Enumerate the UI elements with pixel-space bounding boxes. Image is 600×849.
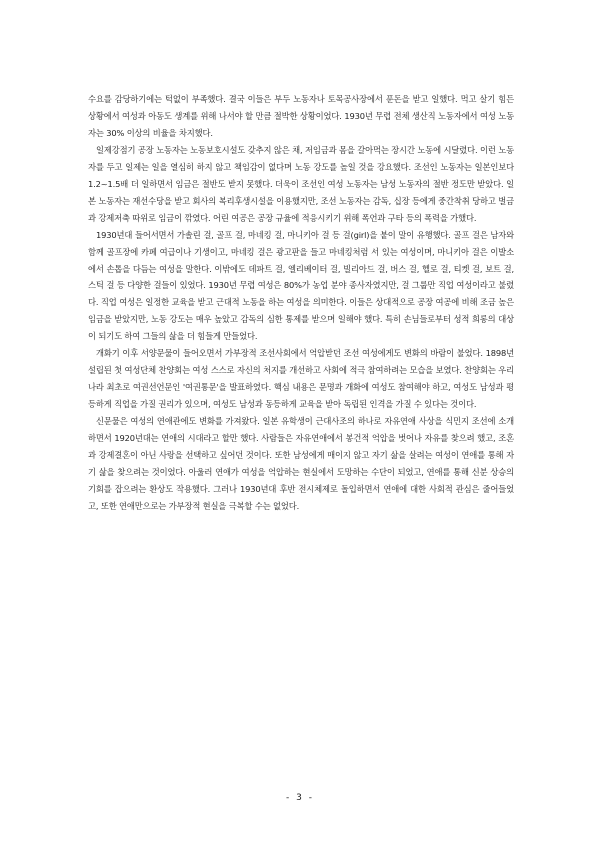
page-number: - 3 - (286, 793, 314, 803)
paragraph: 수요를 감당하기에는 턱없이 부족했다. 결국 이들은 부두 노동자나 토목공사장에서 푼돈을 받고 일했다. 먹고 살기 힘든 상황에서 여성과 아동도 생계를 위해 나서야 할 만큼 절박한 상황이었다. 1930년 무렵 전체 생산직 노동자에서 여성 노동자는 30% 이상의 비율을 차지했다. (88, 94, 514, 138)
paragraph: 신문물은 여성의 연애관에도 변화를 가져왔다. 일본 유학생이 근대사조의 하나로 자유연애 사상을 식민지 조선에 소개하면서 1920년대는 연애의 시대라고 할만 했다. 사람들은 자유연애에서 봉건적 억압을 벗어나 자유를 찾으려 했고, 조혼과 강제결혼이 아닌 사랑을 선택하고 싶어던 것이다. 또한 남성에게 매이지 않고 자기 삶을 살려는 여성이 연애를 통해 자기 삶을 찾으려는 것이었다. 아울러 연애가 여성을 억압하는 현실에서 도망하는 수단이 되었고, 연애를 통해 신분 상승의 기회를 잡으려는 환상도 작용했다. 그러나 1930년대 후반 전시체제로 돌입하면서 연애에 대한 사회적 관심은 줄어들었고, 또한 연애만으로는 가부장적 현실을 극복할 수는 없었다. (88, 416, 514, 511)
paragraph: 개화기 이후 서양문물이 들어오면서 가부장적 조선사회에서 억압받던 조선 여성에게도 변화의 바람이 불었다. 1898년 설립된 첫 여성단체 찬양회는 여성 스스로 자신의 처지를 개선하고 사회에 적극 참여하려는 모습을 보였다. 찬양회는 우리나라 최초로 여권선언문인 '여권통문'을 발표하였다. 핵심 내용은 문명과 개화에 여성도 참여해야 하고, 여성도 남성과 평등하게 직업을 가질 권리가 있으며, 여성도 남성과 동등하게 교육을 받아 독립된 인격을 가질 수 있다는 것이다. (88, 348, 514, 410)
document-body (88, 91, 514, 515)
paragraph: 일제강점기 공장 노동자는 노동보호시설도 갖추지 않은 채, 저임금과 몸을 갈아먹는 장시간 노동에 시달렸다. 이런 노동자를 두고 일제는 일을 열심히 하지 않고 책임감이 없다며 노동 강도를 높일 것을 강요했다. 조선인 노동자는 일본인보다 1.2~1.5배 더 일하면서 임금은 절반도 받지 못했다. 더욱이 조선인 여성 노동자는 남성 노동자의 절반 정도만 받았다. 일본 노동자는 재선수당을 받고 회사의 복리후생시설을 이용했지만, 조선 노동자는 감독, 십장 등에게 중간착취 당하고 벌금과 강제저축 따위로 임금이 깎였다. 어린 여공은 공장 규율에 적응시키기 위해 폭언과 구타 등의 폭력을 가했다. (88, 144, 514, 223)
paragraph: 1930년대 들어서면서 가솔린 걸, 골프 걸, 마네킹 걸, 마니키아 걸 등 걸(girl)을 붙이 말이 유행했다. 골프 걸은 남자와 함께 골프장에 카페 여급이나 기생이고, 마네킹 걸은 광고판을 들고 마네킹처럼 서 있는 여성이며, 마니키아 걸은 이발소에서 손톱을 다듬는 여성을 말한다. 이밖에도 데파트 걸, 엘리베이터 걸, 빌리아드 걸, 버스 걸, 헬로 걸, 티켓 걸, 보트 걸, 스틱 걸 등 다양한 걸들이 있었다. 1930년 무렵 여성은 80%가 농업 분야 종사자였지만, 걸 그룹만 직업 여성이라고 불렸다. 직업 여성은 일정한 교육을 받고 근대적 노동을 하는 여성을 의미한다. 이들은 상대적으로 공장 여공에 비해 조금 높은 임금을 받았지만, 노동 강도는 매우 높았고 감독의 심한 통제를 받으며 일해야 했다. 특히 손님들로부터 성적 희롱의 대상이 되기도 하여 그들의 삶을 더 힘들게 만들었다. (88, 229, 514, 342)
